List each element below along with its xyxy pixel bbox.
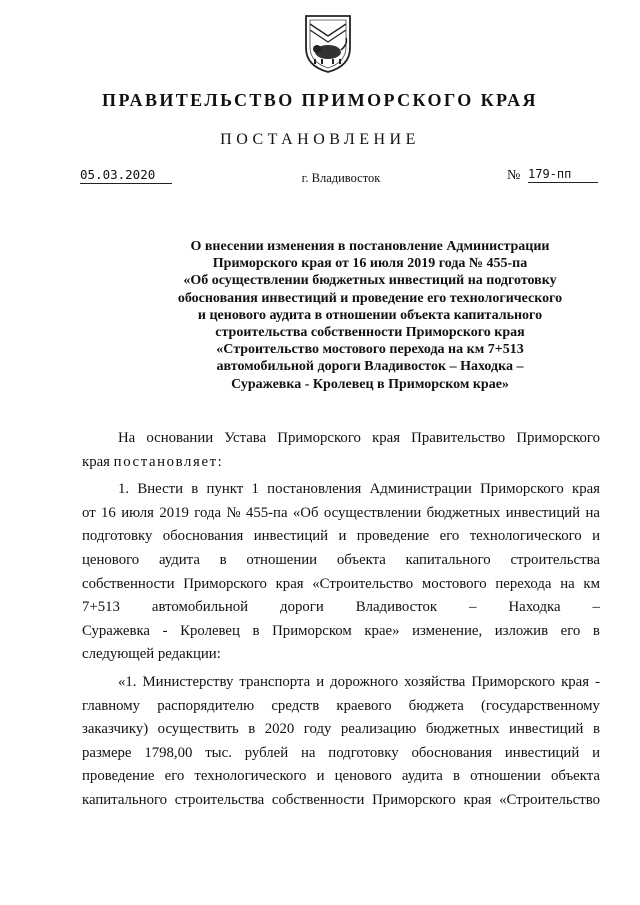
body-line: капитального строительства собственности Приморского края «Строительство (82, 791, 600, 808)
body-line: Суражевка - Кролевец в Приморском крае» изменение, изложив его в (82, 622, 600, 639)
body-line: подготовку обоснования инвестиций и проведение его технологического и (82, 528, 600, 545)
body-line: следующей редакции: (82, 646, 221, 663)
body-line: 7+513 автомобильной дороги Владивосток – Находка – (82, 599, 600, 616)
body-line: собственности Приморского края «Строительство мостового перехода на км (82, 575, 600, 592)
subject-line: обоснования инвестиций и проведение его технологического (177, 290, 563, 306)
subject-line: «Об осуществлении бюджетных инвестиций на подготовку (183, 273, 557, 289)
body-line: заказчику) осуществить в 2020 году реализацию бюджетных инвестиций в (82, 721, 600, 738)
subject-line: «Строительство мостового перехода на км 7+513 (216, 342, 524, 358)
body-line: главному распорядителю средств краевого бюджета (государственному (82, 697, 600, 714)
subject-line: и ценового аудита в отношении объекта капитального (197, 307, 543, 323)
document-number: 179-пп (528, 167, 598, 183)
body-line: размере 1798,00 тыс. рублей на подготовку обоснования инвестиций и (82, 744, 600, 761)
document-subject (0, 238, 640, 393)
document-body (82, 427, 600, 813)
coat-of-arms-emblem (302, 12, 354, 74)
government-title: ПРАВИТЕЛЬСТВО ПРИМОРСКОГО КРАЯ (102, 90, 538, 110)
body-line: На основании Устава Приморского края Правительство Приморского (118, 430, 600, 446)
subject-line: строительства собственности Приморского края (215, 325, 525, 341)
number-sign: № (507, 168, 521, 183)
document-type: ПОСТАНОВЛЕНИЕ (220, 131, 420, 148)
body-line: ценового аудита в отношении объекта капитального строительства (82, 551, 600, 568)
resolves-word: постановляет: (113, 453, 224, 470)
body-line: 1. Внести в пункт 1 постановления Администрации Приморского края (118, 481, 600, 498)
body-word: края (82, 453, 110, 470)
subject-line: О внесении изменения в постановление Администрации (190, 239, 550, 254)
document-city: г. Владивосток (301, 171, 381, 185)
subject-line: Суражевка - Кролевец в Приморском крае» (231, 376, 509, 392)
body-line (82, 451, 600, 475)
body-line: проведение его технологического и ценового аудита в отношении объекта (82, 768, 600, 785)
body-line: от 16 июля 2019 года № 455-па «Об осуществлении бюджетных инвестиций на (82, 504, 600, 521)
subject-line: Приморского края от 16 июля 2019 года № 455-па (212, 256, 528, 272)
document-date: 05.03.2020 (80, 167, 172, 184)
subject-line: автомобильной дороги Владивосток – Находка – (216, 359, 524, 375)
body-line: «1. Министерству транспорта и дорожного хозяйства Приморского края - (118, 673, 600, 690)
